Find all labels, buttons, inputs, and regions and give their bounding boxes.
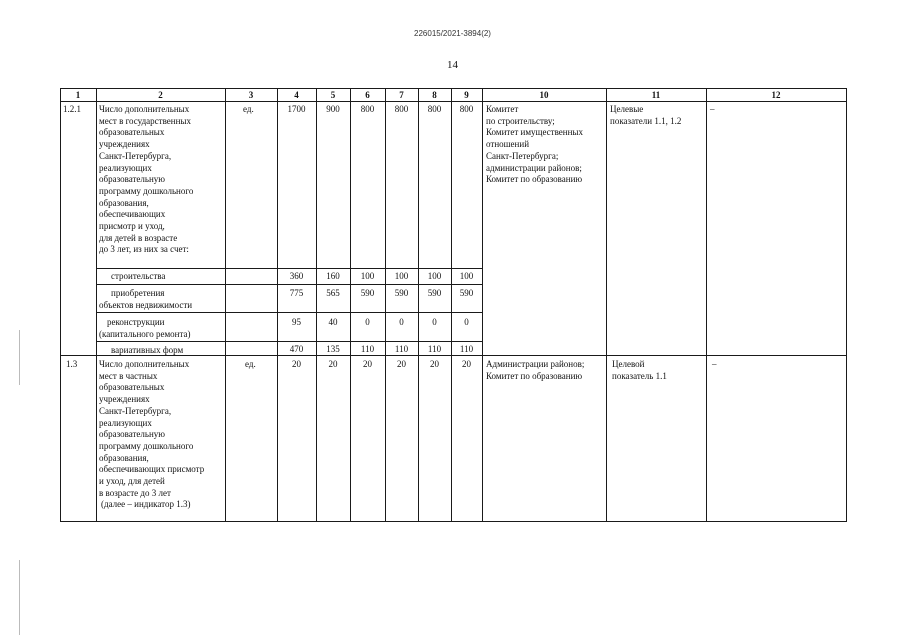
text-line: показатель 1.1 bbox=[612, 370, 667, 381]
header-col-12: 12 bbox=[771, 90, 781, 100]
text-line: вариативных форм bbox=[111, 345, 184, 355]
header-col-5: 5 bbox=[330, 90, 336, 100]
responsible-executors bbox=[486, 359, 584, 382]
text-line: по строительству; bbox=[486, 115, 555, 126]
value-cell: 110 bbox=[459, 344, 474, 354]
scan-artifact bbox=[19, 330, 20, 385]
value-cell: 590 bbox=[360, 288, 375, 298]
text-line: показатели 1.1, 1.2 bbox=[610, 115, 682, 126]
subrow-label bbox=[111, 271, 165, 283]
text-line: программу дошкольного bbox=[99, 185, 194, 196]
value-cell: 110 bbox=[394, 344, 409, 354]
subrow-label bbox=[99, 317, 191, 340]
value-cell: 900 bbox=[326, 104, 340, 114]
document-number: 226015/2021-3894(2) bbox=[414, 29, 491, 38]
text-line: Санкт-Петербурга, bbox=[99, 150, 172, 161]
header-col-11: 11 bbox=[651, 90, 661, 100]
border-col-9 bbox=[451, 88, 452, 522]
text-line: Комитет bbox=[486, 104, 519, 114]
responsible-executors bbox=[486, 104, 583, 186]
value-cell: 110 bbox=[427, 344, 442, 354]
indicator-description bbox=[99, 359, 204, 511]
value-cell: 470 bbox=[289, 344, 304, 354]
value-cell: 590 bbox=[459, 288, 474, 298]
text-line: реконструкции bbox=[107, 317, 165, 327]
border-right bbox=[846, 88, 847, 522]
value-cell: 0 bbox=[399, 317, 404, 327]
page-number: 14 bbox=[447, 59, 458, 71]
value-cell: 100 bbox=[459, 271, 474, 281]
header-col-7: 7 bbox=[399, 90, 404, 100]
value-cell: 20 bbox=[462, 359, 471, 369]
rule-sub1 bbox=[96, 268, 482, 269]
value-cell: 20 bbox=[430, 359, 439, 369]
text-line: обеспечивающих присмотр bbox=[99, 464, 205, 475]
header-col-4: 4 bbox=[294, 90, 299, 100]
text-line: присмотр и уход, bbox=[99, 221, 165, 232]
rule-bottom bbox=[60, 521, 847, 522]
text-line: администрации районов; bbox=[486, 162, 582, 173]
text-line: образовательных bbox=[99, 382, 165, 393]
text-line: до 3 лет, из них за счет: bbox=[99, 244, 189, 255]
text-line: мест в государственных bbox=[99, 115, 191, 126]
text-line: (далее – индикатор 1.3) bbox=[101, 499, 191, 510]
border-col-4 bbox=[277, 88, 278, 522]
text-line: в возрасте до 3 лет bbox=[99, 487, 171, 498]
value-cell: 565 bbox=[326, 288, 340, 298]
value-cell: 20 bbox=[328, 359, 338, 369]
border-col-5 bbox=[316, 88, 317, 522]
value-cell: 0 bbox=[365, 317, 370, 327]
text-line: мест в частных bbox=[99, 370, 158, 381]
text-line: Санкт-Петербурга, bbox=[99, 405, 172, 416]
value-cell: 0 bbox=[464, 317, 469, 327]
value-cell: 135 bbox=[326, 344, 340, 354]
text-line: отношений bbox=[486, 139, 530, 150]
rule-sub3 bbox=[96, 312, 482, 313]
text-line: образования, bbox=[99, 197, 149, 208]
value-cell: 100 bbox=[360, 271, 375, 281]
header-col-8: 8 bbox=[432, 90, 437, 100]
header-col-3: 3 bbox=[248, 90, 254, 100]
value-cell: 160 bbox=[326, 271, 340, 281]
value-cell: 800 bbox=[427, 104, 442, 114]
text-line: Санкт-Петербурга; bbox=[486, 150, 559, 161]
text-line: Целевые bbox=[610, 104, 644, 114]
text-line: Число дополнительных bbox=[99, 104, 190, 114]
border-col-10 bbox=[482, 88, 483, 522]
text-line: образовательных bbox=[99, 127, 165, 138]
text-line: обеспечивающих bbox=[99, 209, 166, 220]
subrow-label bbox=[99, 288, 192, 311]
unit: ед. bbox=[245, 359, 256, 369]
text-line: образовательную bbox=[99, 174, 166, 185]
note: – bbox=[712, 359, 717, 369]
text-line: для детей в возрасте bbox=[99, 232, 178, 243]
value-cell: 800 bbox=[360, 104, 375, 114]
text-line: строительства bbox=[111, 271, 166, 281]
value-cell: 800 bbox=[394, 104, 409, 114]
value-cell: 20 bbox=[397, 359, 406, 369]
text-line: Комитет имущественных bbox=[486, 127, 583, 138]
value-cell: 100 bbox=[427, 271, 442, 281]
text-line: учреждениях bbox=[99, 394, 150, 405]
border-col-11 bbox=[606, 88, 607, 522]
text-line: образовательную bbox=[99, 429, 166, 440]
value-cell: 1700 bbox=[287, 104, 306, 114]
border-left bbox=[60, 88, 61, 522]
unit: ед. bbox=[243, 104, 254, 114]
header-col-10: 10 bbox=[539, 90, 549, 100]
value-cell: 110 bbox=[360, 344, 375, 354]
text-line: Администрации районов; bbox=[486, 359, 585, 369]
target-indicators bbox=[610, 104, 681, 127]
rule-header bbox=[60, 101, 847, 102]
text-line: Комитет по образованию bbox=[486, 174, 583, 185]
value-cell: 20 bbox=[363, 359, 372, 369]
value-cell: 40 bbox=[328, 317, 338, 327]
value-cell: 775 bbox=[289, 288, 304, 298]
border-col-7 bbox=[385, 88, 386, 522]
header-col-9: 9 bbox=[464, 90, 469, 100]
text-line: (капитального ремонта) bbox=[99, 328, 191, 339]
rule-sub4 bbox=[96, 341, 482, 342]
border-col-6 bbox=[350, 88, 351, 522]
subrow-label bbox=[111, 345, 183, 357]
text-line: Число дополнительных bbox=[99, 359, 190, 369]
border-col-8 bbox=[418, 88, 419, 522]
target-indicators bbox=[612, 359, 667, 382]
border-col-12 bbox=[706, 88, 707, 522]
border-col-3 bbox=[225, 88, 226, 522]
text-line: учреждениях bbox=[99, 139, 150, 150]
row-code: 1.3 bbox=[66, 359, 78, 369]
rule-sub2 bbox=[96, 284, 482, 285]
value-cell: 20 bbox=[292, 359, 301, 369]
indicator-description bbox=[99, 104, 193, 256]
value-cell: 100 bbox=[394, 271, 409, 281]
value-cell: 800 bbox=[459, 104, 474, 114]
scan-artifact bbox=[19, 560, 20, 635]
row-code: 1.2.1 bbox=[63, 104, 81, 114]
text-line: приобретения bbox=[111, 288, 165, 298]
value-cell: 590 bbox=[394, 288, 409, 298]
note: – bbox=[710, 104, 715, 114]
border-col-2 bbox=[96, 88, 97, 522]
text-line: и уход, для детей bbox=[99, 476, 165, 487]
text-line: программу дошкольного bbox=[99, 440, 194, 451]
header-col-2: 2 bbox=[158, 90, 163, 100]
text-line: реализующих bbox=[99, 417, 152, 428]
value-cell: 0 bbox=[432, 317, 437, 327]
header-col-1: 1 bbox=[75, 90, 81, 100]
text-line: Целевой bbox=[612, 359, 645, 369]
value-cell: 95 bbox=[292, 317, 301, 327]
text-line: реализующих bbox=[99, 162, 152, 173]
header-col-6: 6 bbox=[365, 90, 370, 100]
text-line: Комитет по образованию bbox=[486, 370, 583, 381]
value-cell: 360 bbox=[289, 271, 304, 281]
text-line: объектов недвижимости bbox=[99, 299, 193, 310]
value-cell: 590 bbox=[427, 288, 442, 298]
text-line: образования, bbox=[99, 452, 149, 463]
